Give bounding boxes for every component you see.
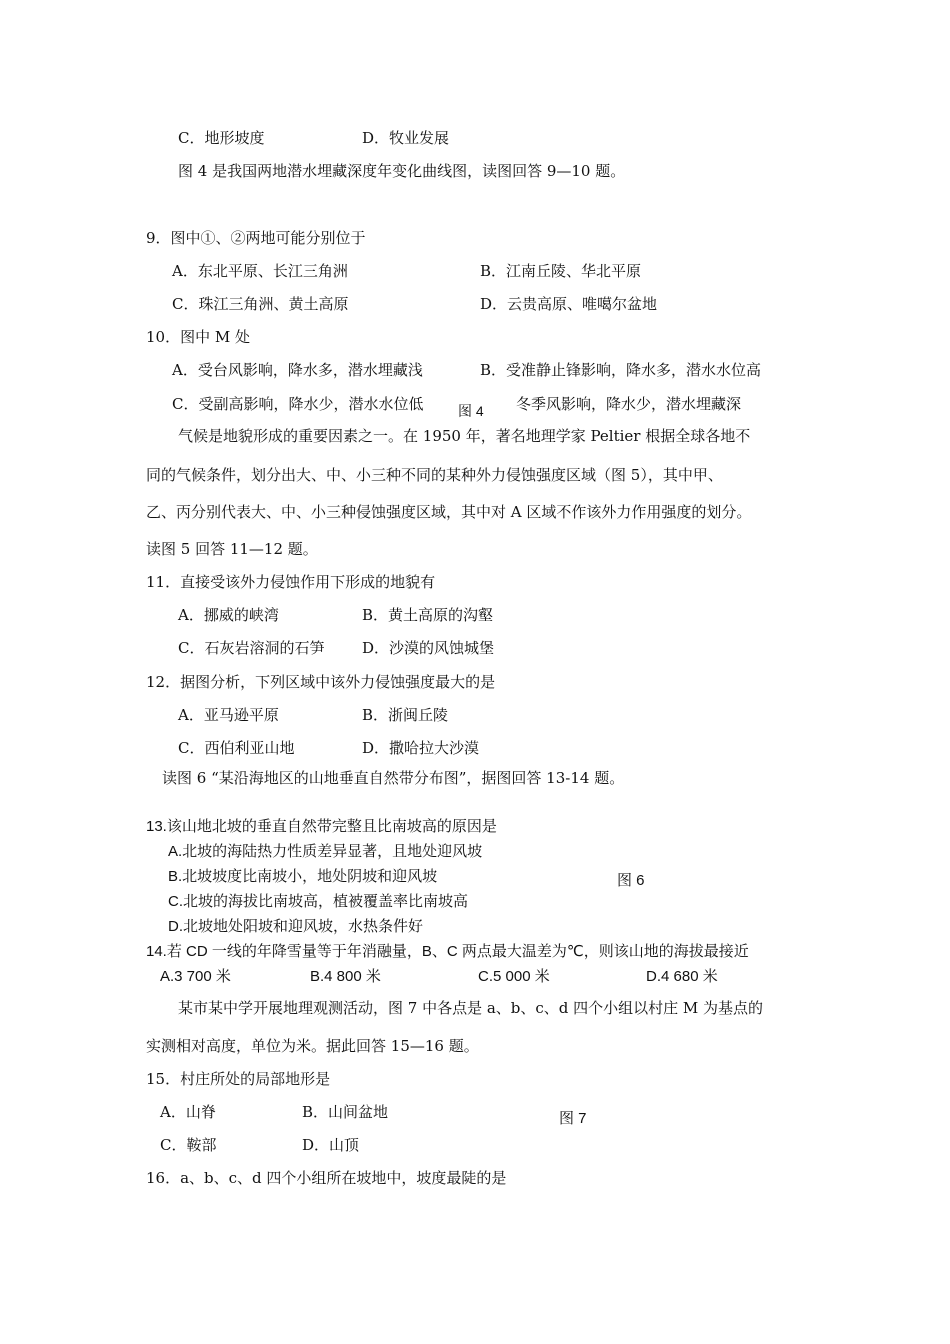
paragraph-climate-2: 同的气候条件，划分出大、中、小三种不同的某种外力侵蚀强度区域（图 5），其中甲、 bbox=[146, 466, 723, 484]
figure-7-label: 图 7 bbox=[559, 1110, 587, 1127]
question-11: 11．直接受该外力侵蚀作用下形成的地貌有 bbox=[146, 573, 436, 591]
option-14d: D.4 680 米 bbox=[646, 968, 718, 985]
question-14: 14.若 CD 一线的年降雪量等于年消融量，B、C 两点最大温差为℃，则该山地的海拔最接近 bbox=[146, 943, 749, 960]
option-10d-partial: 冬季风影响，降水少，潜水埋藏深 bbox=[516, 395, 742, 413]
figure-6-intro: 读图 6 “某沿海地区的山地垂直自然带分布图”，据图回答 13-14 题。 bbox=[162, 769, 625, 787]
option-10a: A．受台风影响，降水多，潜水埋藏浅 bbox=[172, 361, 423, 379]
option-13a: A.北坡的海陆热力性质差异显著，且地处迎风坡 bbox=[168, 843, 483, 860]
option-14b: B.4 800 米 bbox=[310, 968, 381, 985]
paragraph-climate-3: 乙、丙分别代表大、中、小三种侵蚀强度区域，其中对 A 区域不作该外力作用强度的划分。 bbox=[146, 503, 752, 521]
option-11c: C．石灰岩溶洞的石笋 bbox=[178, 639, 325, 657]
option-13d: D.北坡地处阳坡和迎风坡，水热条件好 bbox=[168, 918, 424, 935]
option-15d: D．山顶 bbox=[302, 1136, 360, 1154]
question-12: 12．据图分析，下列区域中该外力侵蚀强度最大的是 bbox=[146, 673, 496, 691]
question-16: 16．a、b、c、d 四个小组所在坡地中，坡度最陡的是 bbox=[146, 1169, 507, 1187]
option-9d: D．云贵高原、唯噶尔盆地 bbox=[480, 295, 658, 313]
figure-4-label: 图 4 bbox=[458, 403, 484, 419]
option-14c: C.5 000 米 bbox=[478, 968, 550, 985]
option-10c: C．受副高影响，降水少，潜水水位低 bbox=[172, 395, 424, 413]
option-15c: C．鞍部 bbox=[160, 1136, 217, 1154]
option-13b: B.北坡坡度比南坡小，地处阴坡和迎风坡 bbox=[168, 868, 438, 885]
option-12a: A．亚马逊平原 bbox=[178, 706, 279, 724]
option-12c: C．西伯利亚山地 bbox=[178, 739, 295, 757]
option-14a: A.3 700 米 bbox=[160, 968, 231, 985]
paragraph-survey-2: 实测相对高度，单位为米。据此回答 15—16 题。 bbox=[146, 1037, 479, 1055]
question-13: 13.该山地北坡的垂直自然带完整且比南坡高的原因是 bbox=[146, 818, 497, 835]
figure-4-intro: 图 4 是我国两地潜水埋藏深度年变化曲线图，读图回答 9—10 题。 bbox=[178, 162, 626, 180]
option-13c: C.北坡的海拔比南坡高，植被覆盖率比南坡高 bbox=[168, 893, 469, 910]
option-15a: A．山脊 bbox=[160, 1103, 216, 1121]
question-10: 10．图中 M 处 bbox=[146, 328, 250, 346]
option-11b: B．黄土高原的沟壑 bbox=[362, 606, 494, 624]
option-9a: A．东北平原、长江三角洲 bbox=[172, 262, 348, 280]
option-12b: B．浙闽丘陵 bbox=[362, 706, 449, 724]
question-9: 9．图中①、②两地可能分别位于 bbox=[146, 229, 366, 247]
figure-6-label: 图 6 bbox=[617, 872, 645, 889]
paragraph-survey-1: 某市某中学开展地理观测活动，图 7 中各点是 a、b、c、d 四个小组以村庄 M 为基点的 bbox=[178, 999, 764, 1017]
question-15: 15．村庄所处的局部地形是 bbox=[146, 1070, 331, 1088]
paragraph-climate-4: 读图 5 回答 11—12 题。 bbox=[146, 540, 318, 558]
option-10b: B．受准静止锋影响，降水多，潜水水位高 bbox=[480, 361, 762, 379]
option-11a: A．挪威的峡湾 bbox=[178, 606, 279, 624]
option-8d: D．牧业发展 bbox=[362, 129, 450, 147]
option-9c: C．珠江三角洲、黄土高原 bbox=[172, 295, 349, 313]
option-8c: C．地形坡度 bbox=[178, 129, 265, 147]
option-9b: B．江南丘陵、华北平原 bbox=[480, 262, 642, 280]
option-12d: D．撒哈拉大沙漠 bbox=[362, 739, 480, 757]
paragraph-climate-1: 气候是地貌形成的重要因素之一。在 1950 年，著名地理学家 Peltier 根据全球各地不 bbox=[178, 427, 751, 445]
option-15b: B．山间盆地 bbox=[302, 1103, 389, 1121]
option-11d: D．沙漠的风蚀城堡 bbox=[362, 639, 495, 657]
